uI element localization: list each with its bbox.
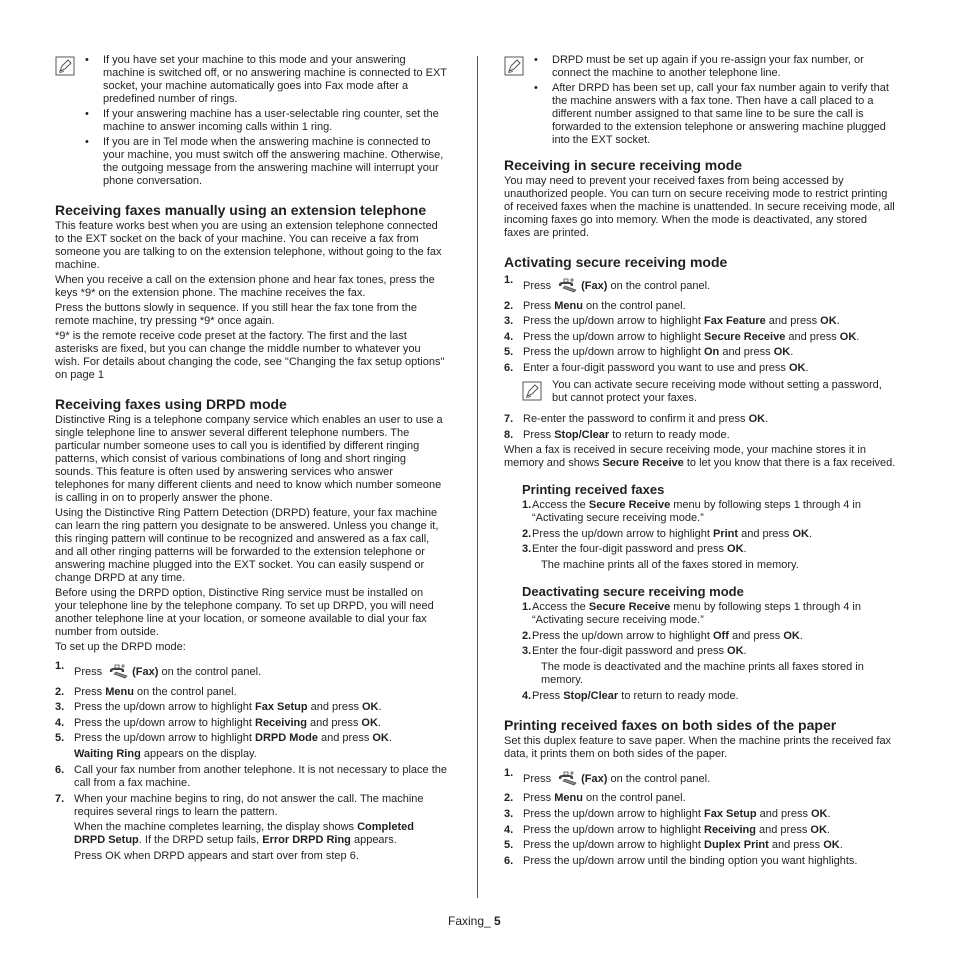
step-detail [55,850,447,863]
fax-icon [556,770,578,786]
step-key: OK [727,645,744,658]
step-text: Access the [532,499,589,512]
step-text: Press [523,280,552,292]
step-key: Secure Receive [704,330,786,343]
step-number: 8. [504,428,514,441]
paragraph: *9* is the remote receive code preset at the factory. The first and the last asterisks are fixed, but you can change the middle number to whatever you wish. For details about changing the code, see "Changing the fax setup options" on page 1 [55,330,445,381]
page-number: 5 [494,914,501,928]
paragraph: You may need to prevent your received faxes from being accessed by unauthorized people. You can turn on secure receiving mode to restrict printing of received faxes when the machine is unattended. In secure receiving mode, all incoming faxes go into memory. When the mode is deactivated, any stored faxes are printed. [504,175,895,239]
step-item [504,839,896,852]
paragraph: Distinctive Ring is a telephone company service which enables an user to use a single telephone line to answer several different telephone numbers. The particular number someone uses to call you is identified by different ringing patterns, which consist of various combinations of long and short ringing sounds. This feature is often used by answering services who answer telephones for many different clients and need to know which number someone is calling in on to properly answer the phone. [55,414,443,504]
step-text: Enter the four-digit password and press [532,645,728,658]
step-number: 1. [504,274,514,286]
step-key: OK [788,361,806,374]
step-number: 2. [504,299,514,312]
step-number: 3. [504,315,514,328]
step-number: 7. [504,412,514,425]
paragraph: Set this duplex feature to save paper. When the machine prints the received fax data, it prints them on both sides of the paper. [504,734,892,760]
step-text: on the control panel. [161,666,262,678]
step-number: 7. [55,792,65,805]
step-number: 2. [522,527,532,540]
step-number: 3. [522,543,532,556]
paragraph: To set up the DRPD mode: [55,641,186,653]
note-bullet [85,108,447,134]
step-text: on the control panel. [582,299,686,312]
step-text: and press [755,823,811,836]
note-drpd [504,54,896,147]
bullet-icon: • [85,136,89,148]
step-number: 1. [522,499,532,512]
right-column [504,54,896,870]
step-text: on the control panel. [582,792,686,805]
step-detail [504,559,896,572]
step-text: and press [738,527,793,540]
bullet-icon: • [85,54,89,66]
step-text: . [805,361,809,374]
fax-icon [556,277,578,293]
deactivate-steps [504,601,896,703]
step-text: Enter a four-digit password you want to use and press [523,361,789,374]
step-detail [504,661,896,687]
step-key: Off [713,629,729,642]
step-key: OK [783,629,800,642]
page-footer [448,915,501,928]
heading-duplex: Printing received faxes on both sides of the paper [504,716,837,733]
paragraph: Press the buttons slowly in sequence. If you still hear the fax tone from the remote machine, try pressing *9* once again. [55,302,417,327]
step-text: Press the up/down arrow to highlight [523,807,704,820]
step-key: DRPD Mode [255,732,318,745]
step-item [504,331,896,344]
fax-icon [107,663,129,679]
step-key: Waiting Ring [74,747,141,760]
note-bullet [85,136,447,188]
note-text: If your answering machine has a user-selectable ring counter, set the machine to answer incoming calls within 1 ring. [103,108,439,133]
step-key: OK [361,716,378,729]
step-item [504,300,896,313]
paragraph-text: When a fax is received in secure receiving mode, your machine stores it in memory and shows [504,444,866,470]
step-detail [55,821,447,847]
step-item [504,346,896,359]
step-key: (Fax) [581,280,608,292]
step-item [504,824,896,837]
step-text: . [799,629,803,642]
step-key: OK [792,527,809,540]
step-text: Enter the four-digit password and press [532,543,728,556]
step-item [522,601,896,627]
step-text: and press [765,315,821,328]
step-text: . [377,716,381,729]
step-number: 2. [522,629,532,642]
note-text: After DRPD has been set up, call your fax number again to verify that the machine answers with a fax tone. Then have a call placed to a different number assigned to that same line to be sure the call is forwarded to the extension telephone or answering machine plugged into the EXT socket. [552,82,889,146]
step-text: . [790,346,794,359]
step-text: Press [523,792,555,805]
step-number: 6. [504,361,514,374]
step-item [55,793,447,819]
note-bullet [534,82,896,147]
step-item [504,429,896,442]
step-key: Menu [554,792,583,805]
step-text: Press [74,685,106,698]
column-divider [477,56,478,898]
step-number: 2. [504,792,514,805]
step-text: Press the up/down arrow to highlight [74,732,255,745]
step-text: appears. [350,834,397,847]
step-key: Menu [105,685,134,698]
step-key: OK [820,315,837,328]
note-icon [55,56,75,76]
step-text: . [827,807,831,820]
step-item [522,690,896,703]
step-key: OK [839,330,857,343]
heading-extension-telephone: Receiving faxes manually using an extension telephone [55,202,427,218]
step-key: Receiving [255,716,307,729]
paragraph: When you receive a call on the extension phone and hear fax tones, press the keys *9* on the extension phone. The machine receives the fax. [55,274,435,299]
step-item [522,630,896,643]
step-item [504,362,896,375]
step-text: Press [532,689,564,702]
note-answering-machine [55,54,447,188]
bullet-icon: • [534,54,538,66]
step-number: 5. [504,346,514,359]
step-key: OK [810,823,827,836]
heading-secure-receiving: Receiving in secure receiving mode [504,157,743,173]
step-text: Press [523,299,555,312]
step-item [504,413,896,426]
note-text: DRPD must be set up again if you re-assign your fax number, or connect the machine to another telephone line. [552,54,864,79]
heading-deactivating: Deactivating secure receiving mode [522,583,744,599]
step-item [522,499,896,525]
step-key: OK [811,807,828,820]
step-text: . [743,543,747,556]
step-number: 6. [55,763,65,776]
step-key: OK [823,839,840,852]
note-text: If you have set your machine to this mode and your answering machine is switched off, or no answering machine is connected to EXT socket, your machine automatically goes into Fax mode after a predefined number of rings. [103,54,447,105]
step-text: When the machine completes learning, the display shows [74,821,358,834]
step-item [522,528,896,541]
activate-steps [504,274,896,375]
step-text: When your machine begins to ring, do not answer the call. The machine requires several rings to learn the pattern. [74,792,424,818]
step-key: Menu [554,299,583,312]
step-text: menu by following steps 1 through 4 in “Activating secure receiving mode.” [532,499,861,525]
step-text: Press [74,666,103,678]
step-text: Press the up/down arrow to highlight [532,629,713,642]
step-text: appears on the display. [140,747,257,760]
step-item [504,315,896,328]
step-item [55,732,447,745]
step-number: 3. [504,807,514,820]
step-text: . If the DRPD setup fails, [138,834,263,847]
step-text: . [743,645,747,658]
step-text: menu by following steps 1 through 4 in “Activating secure receiving mode.” [532,600,861,626]
step-key: (Fax) [581,772,608,785]
note-text: If you are in Tel mode when the answering machine is connected to your machine, you must switch off the answering machine. Otherwise, the outgoing message from the answering machine will interrupt your phone conversation. [103,136,444,187]
step-text: . [765,412,769,425]
step-key: Secure Receive [588,499,671,512]
step-text: . [826,823,830,836]
step-number: 4. [504,823,514,836]
step-text: to return to ready mode. [618,689,739,702]
step-text: Press the up/down arrow to highlight [523,330,704,343]
step-text: Press [523,428,555,441]
step-number: 6. [504,854,514,867]
step-key: Fax Feature [704,315,766,328]
step-number: 4. [55,716,65,729]
step-text: Press the up/down arrow to highlight [74,701,255,714]
step-key: Secure Receive [588,600,671,613]
step-number: 4. [504,330,514,343]
step-text: Press the up/down arrow to highlight [523,346,704,359]
step-item [504,767,896,790]
step-item [504,808,896,821]
step-item [55,717,447,730]
step-text: . [388,732,392,745]
note-bullet [85,54,447,106]
note-password [522,379,896,405]
heading-activating-secure: Activating secure receiving mode [504,254,728,270]
step-text: and press [785,330,840,343]
drpd-steps [55,660,447,863]
step-text: Access the [532,600,589,613]
step-item [504,855,896,868]
step-number: 1. [522,600,532,613]
step-text: on the control panel. [133,685,237,698]
note-icon [504,56,524,76]
step-text: to return to ready mode. [609,428,730,441]
step-text: . [856,330,860,343]
paragraph: Before using the DRPD option, Distinctive Ring service must be installed on your telephone line by the telephone company. To set up DRPD, you will need another telephone line at your location, or someone available to dial your fax number from outside. [55,587,434,638]
step-text: Re-enter the password to confirm it and press [523,412,749,425]
step-text: Press the up/down arrow to highlight [523,823,704,836]
step-key: Fax Setup [255,701,308,714]
step-text: Call your fax number from another telephone. It is not necessary to place the call from a fax machine. [74,763,447,789]
step-item [504,792,896,805]
step-text: on the control panel. [610,772,711,785]
step-key: Stop/Clear [554,428,610,441]
step-text: Press OK when DRPD appears and start over from step 6. [74,850,359,863]
step-text: and press [728,629,784,642]
step-key: OK [372,732,389,745]
step-key: OK [362,701,379,714]
step-key: (Fax) [132,666,159,678]
step-number: 5. [504,839,514,852]
step-key: OK [727,543,744,556]
step-key: OK [748,412,766,425]
step-text: and press [768,839,824,852]
step-item [55,701,447,714]
step-text: and press [317,732,373,745]
step-key: Error DRPD Ring [262,834,351,847]
heading-printing-received: Printing received faxes [522,482,665,498]
step-item [55,764,447,790]
step-number: 1. [55,660,65,672]
step-text: . [808,527,813,540]
step-text: on the control panel. [610,280,711,292]
step-key: Completed DRPD Setup [74,821,414,847]
print-steps [504,499,896,572]
paragraph-text: to let you know that there is a fax received. [683,457,896,470]
step-text: and press [719,346,774,359]
note-text: You can activate secure receiving mode without setting a password, but cannot protect your faxes. [552,378,882,404]
step-text: and press [756,807,811,820]
step-key: OK [773,346,791,359]
left-column [55,54,447,866]
heading-drpd-mode: Receiving faxes using DRPD mode [55,396,287,412]
step-text: The mode is deactivated and the machine prints all faxes stored in memory. [541,660,864,686]
step-text: Press the up/down arrow until the binding option you want highlights. [523,854,858,867]
step-text: Press [523,772,552,785]
step-item [522,645,896,658]
step-number: 5. [55,732,65,745]
step-key: Fax Setup [704,807,757,820]
footer-label: Faxing_ [448,914,495,928]
step-number: 2. [55,685,65,698]
step-text: Press the up/down arrow to highlight [532,527,713,540]
bullet-icon: • [85,108,89,120]
paragraph-key: Secure Receive [602,457,684,470]
duplex-steps [504,767,896,868]
step-number: 3. [522,645,532,658]
step-text: . [839,839,843,852]
step-key: Stop/Clear [563,689,619,702]
step-key: On [704,346,720,359]
step-text: Press the up/down arrow to highlight [523,839,704,852]
step-text: . [836,315,840,328]
paragraph: This feature works best when you are using an extension telephone connected to the EXT socket on the back of your machine. You can receive a fax from someone you are talking to on the extension telephone, without going to the fax machine. [55,220,442,271]
activate-steps-continued [504,413,896,442]
note-bullet [534,54,896,80]
step-key: Receiving [704,823,756,836]
bullet-icon: • [534,82,538,94]
step-text: and press [307,701,362,714]
step-detail [55,748,447,761]
paragraph: Using the Distinctive Ring Pattern Detection (DRPD) feature, your fax machine can learn the ring pattern you designate to be answered. Unless you change it, this ringing pattern will continue to be recognized and answered as a fax call, and all other ringing patterns will be forwarded to the extension telephone or answering machine plugged into the EXT socket. You can easily suspend or change DRPD at any time. [55,507,439,584]
step-text: Press the up/down arrow to highlight [74,716,255,729]
step-key: Duplex Print [704,839,769,852]
step-text: and press [306,716,362,729]
step-item [522,543,896,556]
step-number: 1. [504,766,514,779]
step-item [55,686,447,699]
step-item [55,660,447,683]
step-text: . [378,701,382,714]
step-key: Print [713,527,739,540]
step-text: The machine prints all of the faxes stored in memory. [541,558,799,571]
paragraph [504,444,896,470]
step-number: 4. [522,689,532,702]
step-number: 3. [55,701,65,714]
step-item [504,274,896,297]
step-text: Press the up/down arrow to highlight [523,315,704,328]
note-icon [522,381,542,401]
